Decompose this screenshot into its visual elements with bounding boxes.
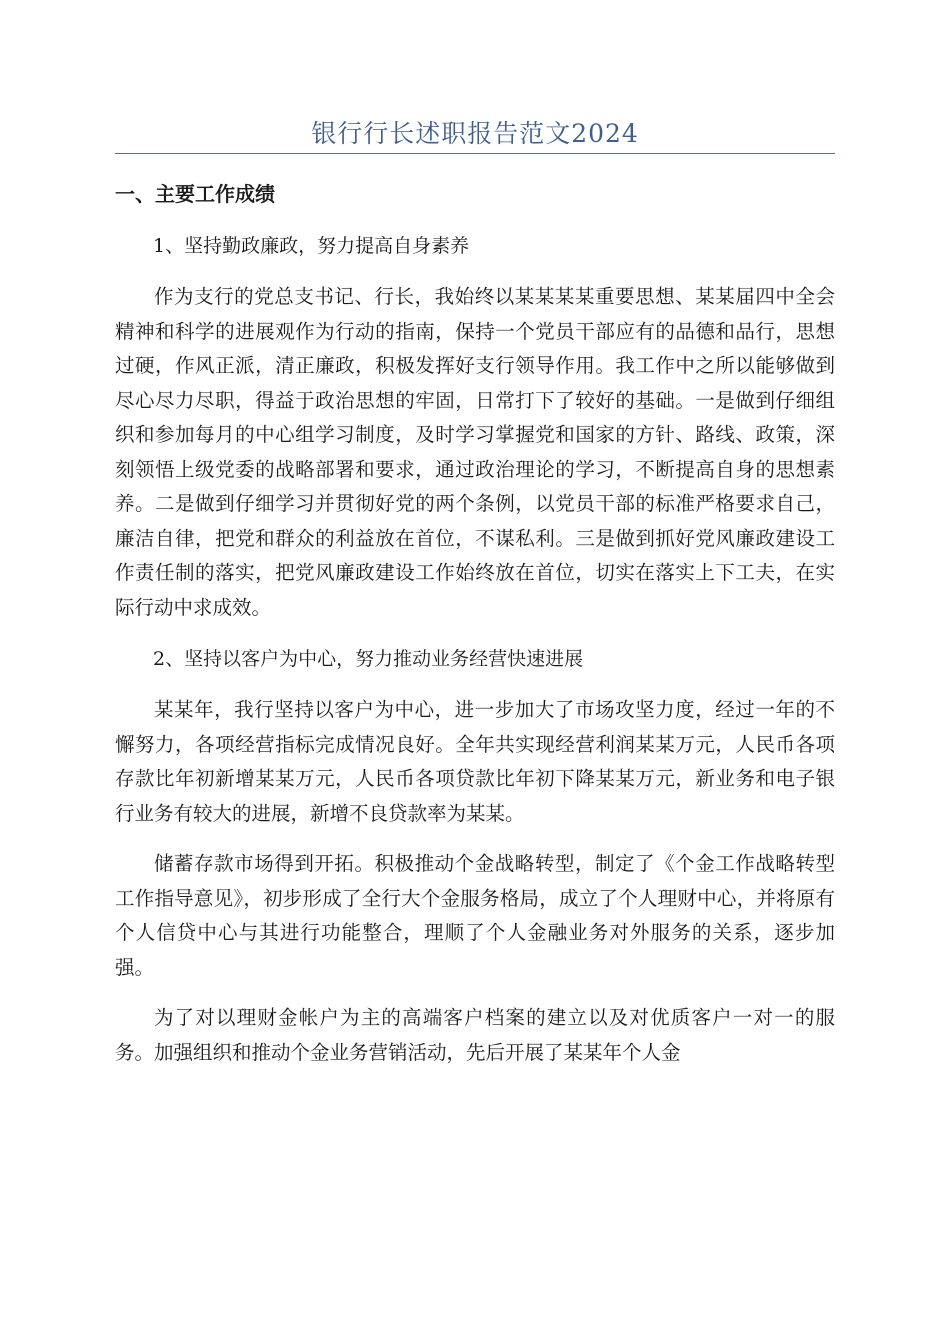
title-underline: [115, 153, 835, 154]
paragraph-1: 作为支行的党总支书记、行长，我始终以某某某某重要思想、某某届四中全会精神和科学的进展观作为行动的指南，保持一个党员干部应有的品德和品行，思想过硬，作风正派，清正廉政，积极发挥好支行领导作用。我工作中之所以能够做到尽心尽力尽职，得益于政治思想的牢固，日常打下了较好的基础。一是做到仔细组织和参加每月的中心组学习制度，及时学习掌握党和国家的方针、路线、政策，深刻领悟上级党委的战略部署和要求，通过政治理论的学习，不断提高自身的思想素养。二是做到仔细学习并贯彻好党的两个条例，以党员干部的标准严格要求自己，廉洁自律，把党和群众的利益放在首位，不谋私利。三是做到抓好党风廉政建设工作责任制的落实，把党风廉政建设工作始终放在首位，切实在落实上下工夫，在实际行动中求成效。: [115, 285, 835, 619]
document-title: 银行行长述职报告范文2024: [311, 119, 639, 148]
paragraph-2: 某某年，我行坚持以客户为中心，进一步加大了市场攻坚力度，经过一年的不懈努力，各项经营指标完成情况良好。全年共实现经营利润某某万元，人民币各项存款比年初新增某某万元，人民币各项贷款比年初下降某某万元，新业务和电子银行业务有较大的进展，新增不良贷款率为某某。: [115, 698, 835, 825]
section-heading: 一、主要工作成绩: [115, 182, 275, 206]
subheading-1: 1、坚持勤政廉政，努力提高自身素养: [153, 235, 470, 257]
document-body: [115, 176, 835, 1086]
paragraph-3: 储蓄存款市场得到开拓。积极推动个金战略转型，制定了《个金工作战略转型工作指导意见》，初步形成了全行大个金服务格局，成立了个人理财中心，并将原有个人信贷中心与其进行功能整合，理顺了个人金融业务对外服务的关系，逐步加强。: [115, 852, 835, 979]
subheading-2: 2、坚持以客户为中心，努力推动业务经营快速进展: [153, 648, 584, 670]
paragraph-4: 为了对以理财金帐户为主的高端客户档案的建立以及对优质客户一对一的服务。加强组织和推动个金业务营销活动，先后开展了某某年个人金: [115, 1006, 835, 1064]
